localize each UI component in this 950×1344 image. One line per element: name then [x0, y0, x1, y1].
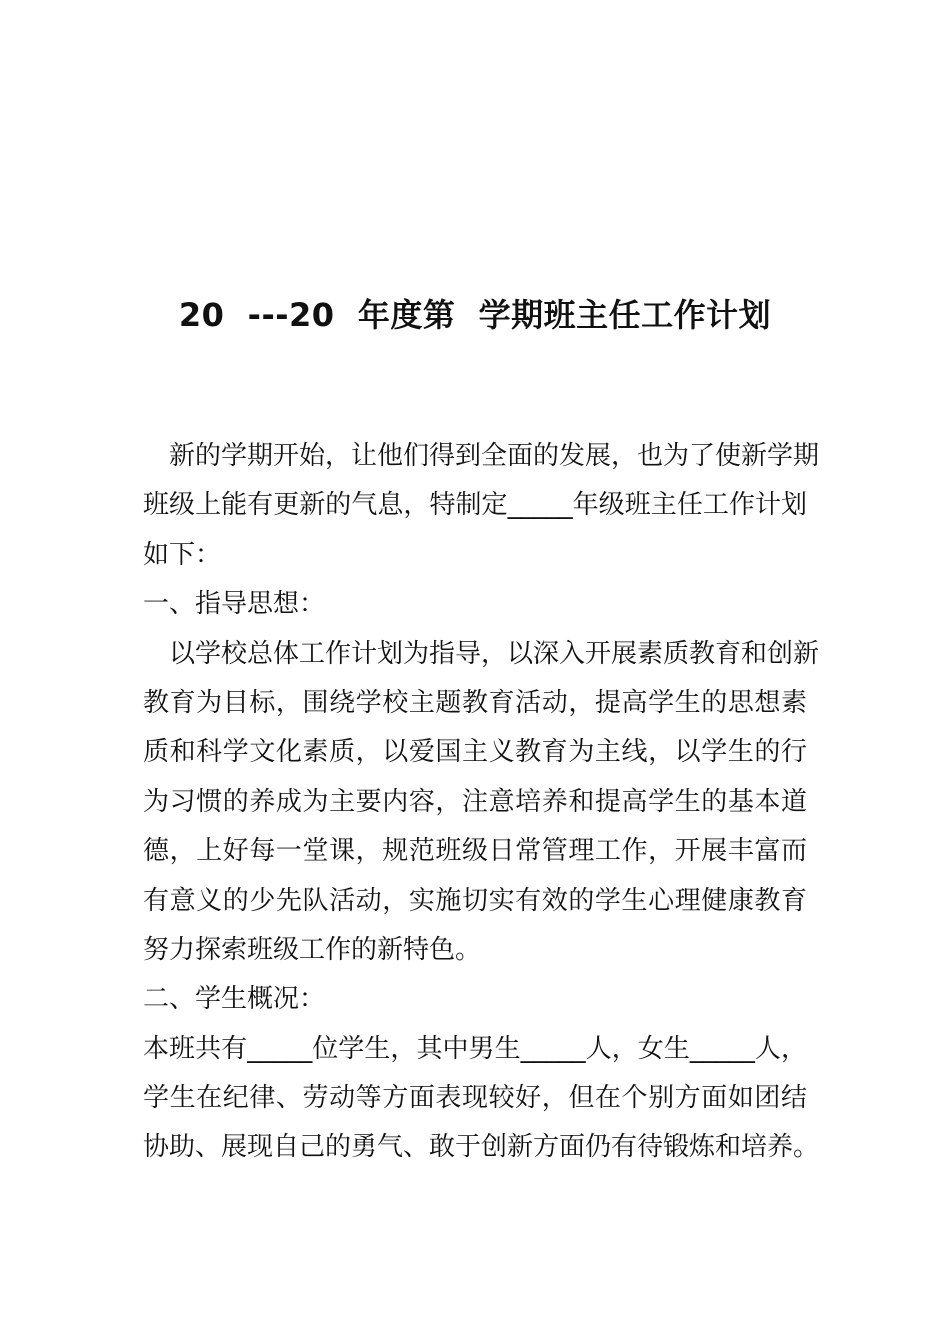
paragraph-line: 学生在纪律、劳动等方面表现较好，但在个别方面如团结: [143, 1083, 807, 1114]
paragraph-line: 德，上好每一堂课，规范班级日常管理工作，开展丰富而: [143, 836, 807, 867]
document-body: [143, 432, 820, 1173]
document-title: 20 ---20 年度第 学期班主任工作计划: [178, 296, 772, 334]
section-heading: 二、学生概况：: [143, 984, 326, 1015]
paragraph-line: 班级上能有更新的气息，特制定_____年级班主任工作计划: [143, 490, 807, 521]
paragraph-line: 教育为目标，围绕学校主题教育活动，提高学生的思想素: [143, 687, 807, 718]
paragraph-line: 以学校总体工作计划为指导，以深入开展素质教育和创新: [169, 638, 820, 669]
paragraph-line: 本班共有_____位学生，其中男生_____人，女生_____人，: [143, 1033, 807, 1064]
paragraph-line: 新的学期开始，让他们得到全面的发展，也为了使新学期: [169, 441, 820, 471]
paragraph-line: 努力探索班级工作的新特色。: [143, 934, 482, 965]
paragraph-line: 为习惯的养成为主要内容，注意培养和提高学生的基本道: [143, 786, 807, 817]
paragraph-line: 有意义的少先队活动，实施切实有效的学生心理健康教育: [143, 885, 807, 916]
section-heading: 一、指导思想：: [143, 589, 326, 620]
paragraph-line: 如下：: [143, 539, 222, 570]
paragraph-line: 质和科学文化素质，以爱国主义教育为主线，以学生的行: [143, 737, 807, 768]
paragraph-line: 协助、展现自己的勇气、敢于创新方面仍有待锻炼和培养。: [143, 1132, 820, 1163]
